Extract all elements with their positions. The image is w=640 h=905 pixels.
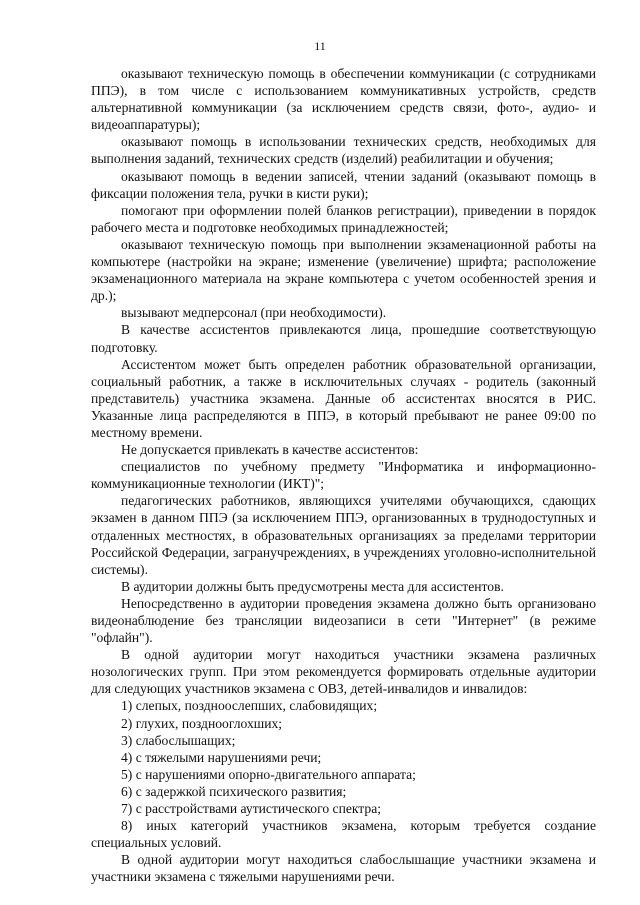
paragraph-not-allowed-teachers: педагогических работников, являющихся учителями обучающихся, сдающих экзамен в данном ППЭ (за исключением ППЭ, организованных в труднодоступных и отдаленных местностях, в образовательных организациях за пределами территории Российской Федерации, загранучреждениях, в учреждениях уголовно-исполнительной системы). [91, 493, 596, 577]
paragraph-assistants-trained: В качестве ассистентов привлекаются лица, прошедшие соответствующую подготовку. [91, 322, 596, 355]
paragraph-not-allowed-ict-specialists: специалистов по учебному предмету "Информатика и информационно-коммуникационные технологии (ИКТ)"; [91, 459, 596, 492]
paragraph-assist-communication: оказывают техническую помощь в обеспечении коммуникации (с сотрудниками ППЭ), в том числе с использованием коммуникативных устройств, средств альтернативной коммуникации (за исключением средств связи, фото-, аудио- и видеоаппаратуры); [91, 66, 596, 133]
list-item-6: 6) с задержкой психического развития; [121, 783, 347, 799]
list-item-8: 8) иных категорий участников экзамена, которым требуется создание специальных условий. [91, 818, 596, 851]
list-item-4: 4) с тяжелыми нарушениями речи; [121, 749, 322, 765]
paragraph-not-allowed-heading: Не допускается привлекать в качестве ассистентов: [121, 442, 419, 458]
paragraph-nosological-groups: В одной аудитории могут находиться участники экзамена различных нозологических групп. При этом рекомендуется формировать отдельные аудитории для следующих участников экзамена с ОВЗ, детей-инвалидов и инвалидов: [91, 647, 596, 697]
paragraph-assistant-definition: Ассистентом может быть определен работник образовательной организации, социальный работник, а также в исключительных случаях - родитель (законный представитель) участника экзамена. Данные об ассистентах вносятся в РИС. Указанные лица распределяются в ППЭ, в который пребывают не ранее 09:00 по местному времени. [91, 356, 596, 440]
list-item-5: 5) с нарушениями опорно-двигательного аппарата; [121, 766, 416, 782]
paragraph-hearing-speech-same-room: В одной аудитории могут находиться слабослышащие участники экзамена и участники экзамена с тяжелыми нарушениями речи. [91, 852, 596, 885]
paragraph-video-surveillance: Непосредственно в аудитории проведения экзамена должно быть организовано видеонаблюдение без трансляции видеозаписи в сети "Интернет" (в режиме "офлайн"). [91, 595, 596, 646]
paragraph-assist-writing-reading: оказывают помощь в ведении записей, чтении заданий (оказывают помощь в фиксации положения тела, ручки в кисти руки); [91, 168, 596, 201]
list-item-1: 1) слепых, поздноослепших, слабовидящих; [121, 698, 378, 714]
page-number: 11 [314, 39, 326, 53]
paragraph-call-medical-staff: вызывают медперсонал (при необходимости). [121, 305, 387, 321]
paragraph-assist-technical-means: оказывают помощь в использовании технических средств, необходимых для выполнения заданий, технических средств (изделий) реабилитации и обучения; [91, 134, 596, 167]
list-item-2: 2) глухих, позднооглохших; [121, 715, 283, 731]
paragraph-help-registration-forms: помогают при оформлении полей бланков регистрации), приведении в порядок рабочего места и подготовке необходимых принадлежностей; [91, 202, 596, 235]
body-text [91, 65, 596, 886]
list-item-3: 3) слабослышащих; [121, 732, 236, 748]
list-item-7: 7) с расстройствами аутистического спектра; [121, 801, 382, 817]
paragraph-computer-assistance: оказывают техническую помощь при выполнении экзаменационной работы на компьютере (настройки на экране; изменение (увеличение) шрифта; расположение экзаменационного материала на экране компьютера с учетом особенностей зрения и др.); [91, 236, 596, 304]
paragraph-assistant-places: В аудитории должны быть предусмотрены места для ассистентов. [121, 578, 504, 594]
